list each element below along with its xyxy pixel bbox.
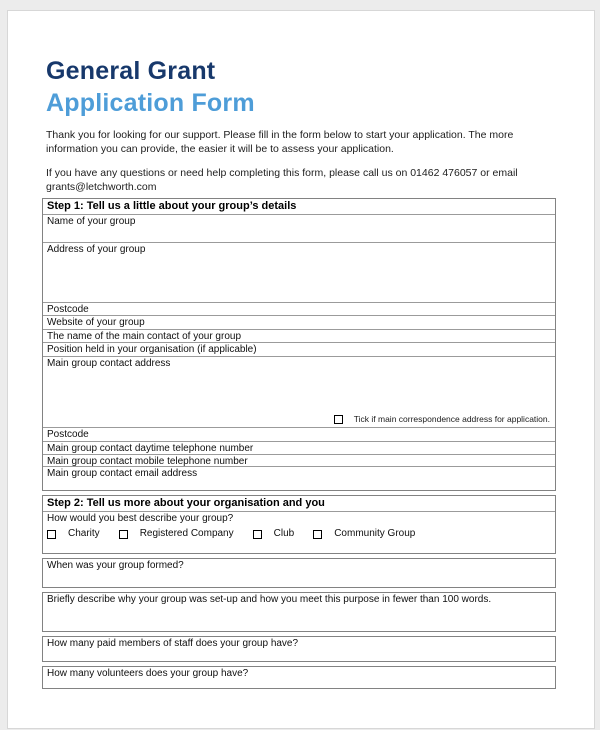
field-group-website[interactable] [43,315,555,329]
field-group-formed[interactable] [43,559,555,587]
charity-checkbox-icon[interactable] [47,530,56,539]
group-purpose-table [42,592,556,632]
field-daytime-phone[interactable] [43,441,555,454]
field-group-postcode[interactable] [43,302,555,315]
field-contact-postcode[interactable] [43,427,555,441]
community-group-checkbox-icon[interactable] [313,530,322,539]
field-label-daytime-phone: Main group contact daytime telephone number [47,443,254,454]
option-registered-company [119,528,234,540]
field-label-paid-staff: How many paid members of staff does your group have? [47,638,299,649]
field-label-group-formed: When was your group formed? [47,560,184,571]
field-mobile-phone[interactable] [43,454,555,466]
correspondence-checkbox-icon[interactable] [334,415,343,424]
option-label-registered-company: Registered Company [139,528,234,539]
title-line-2: Application Form [46,89,255,117]
group-type-options [47,528,551,540]
option-label-club: Club [273,528,295,539]
field-position-held[interactable] [43,342,555,356]
field-group-address[interactable] [43,242,555,302]
option-club [253,528,295,540]
option-community-group [313,528,415,540]
field-label-group-type: How would you best describe your group? [47,513,234,524]
step1-header: Step 1: Tell us a little about your group’s details [47,200,297,212]
club-checkbox-icon[interactable] [253,530,262,539]
field-label-contact-postcode: Postcode [47,429,89,440]
field-group-name[interactable] [43,214,555,242]
field-group-type [43,511,555,553]
field-label-group-postcode: Postcode [47,304,89,315]
field-label-group-address: Address of your group [47,244,146,255]
page-content [8,55,594,689]
option-charity [47,528,100,540]
step2-table [42,495,556,554]
field-label-main-contact-name: The name of the main contact of your group [47,331,241,342]
correspondence-tick-label: Tick if main correspondence address for application. [353,414,550,424]
group-formed-table [42,558,556,588]
field-paid-staff[interactable] [43,637,555,661]
intro-paragraph-1: Thank you for looking for our support. Please fill in the form below to start your application. The more information you can provide, the easier it will be to assess your application. [46,129,514,155]
field-label-contact-email: Main group contact email address [47,468,198,479]
volunteers-table [42,666,556,689]
step2-header: Step 2: Tell us more about your organisation and you [47,497,325,509]
field-label-position-held: Position held in your organisation (if applicable) [47,344,257,355]
field-label-group-website: Website of your group [47,317,145,328]
field-label-contact-address: Main group contact address [47,358,171,369]
field-label-group-name: Name of your group [47,216,136,227]
field-main-contact-name[interactable] [43,329,555,342]
option-label-community-group: Community Group [334,528,416,539]
document-page [7,10,595,729]
correspondence-tick-row [47,414,551,427]
field-group-purpose[interactable] [43,593,555,631]
field-contact-email[interactable] [43,466,555,490]
option-label-charity: Charity [68,528,100,539]
step1-table [42,198,556,491]
title-line-1: General Grant [46,57,216,85]
field-label-group-purpose: Briefly describe why your group was set-up and how you meet this purpose in fewer than 100 words. [47,594,492,605]
registered-company-checkbox-icon[interactable] [119,530,128,539]
page-title [46,55,564,119]
field-contact-address[interactable] [43,356,555,427]
field-volunteers[interactable] [43,667,555,688]
paid-staff-table [42,636,556,662]
field-label-mobile-phone: Main group contact mobile telephone number [47,456,248,466]
intro-paragraph-2: If you have any questions or need help completing this form, please call us on 01462 476057 or email grants@letchworth.com [46,167,518,193]
field-label-volunteers: How many volunteers does your group have? [47,668,249,679]
